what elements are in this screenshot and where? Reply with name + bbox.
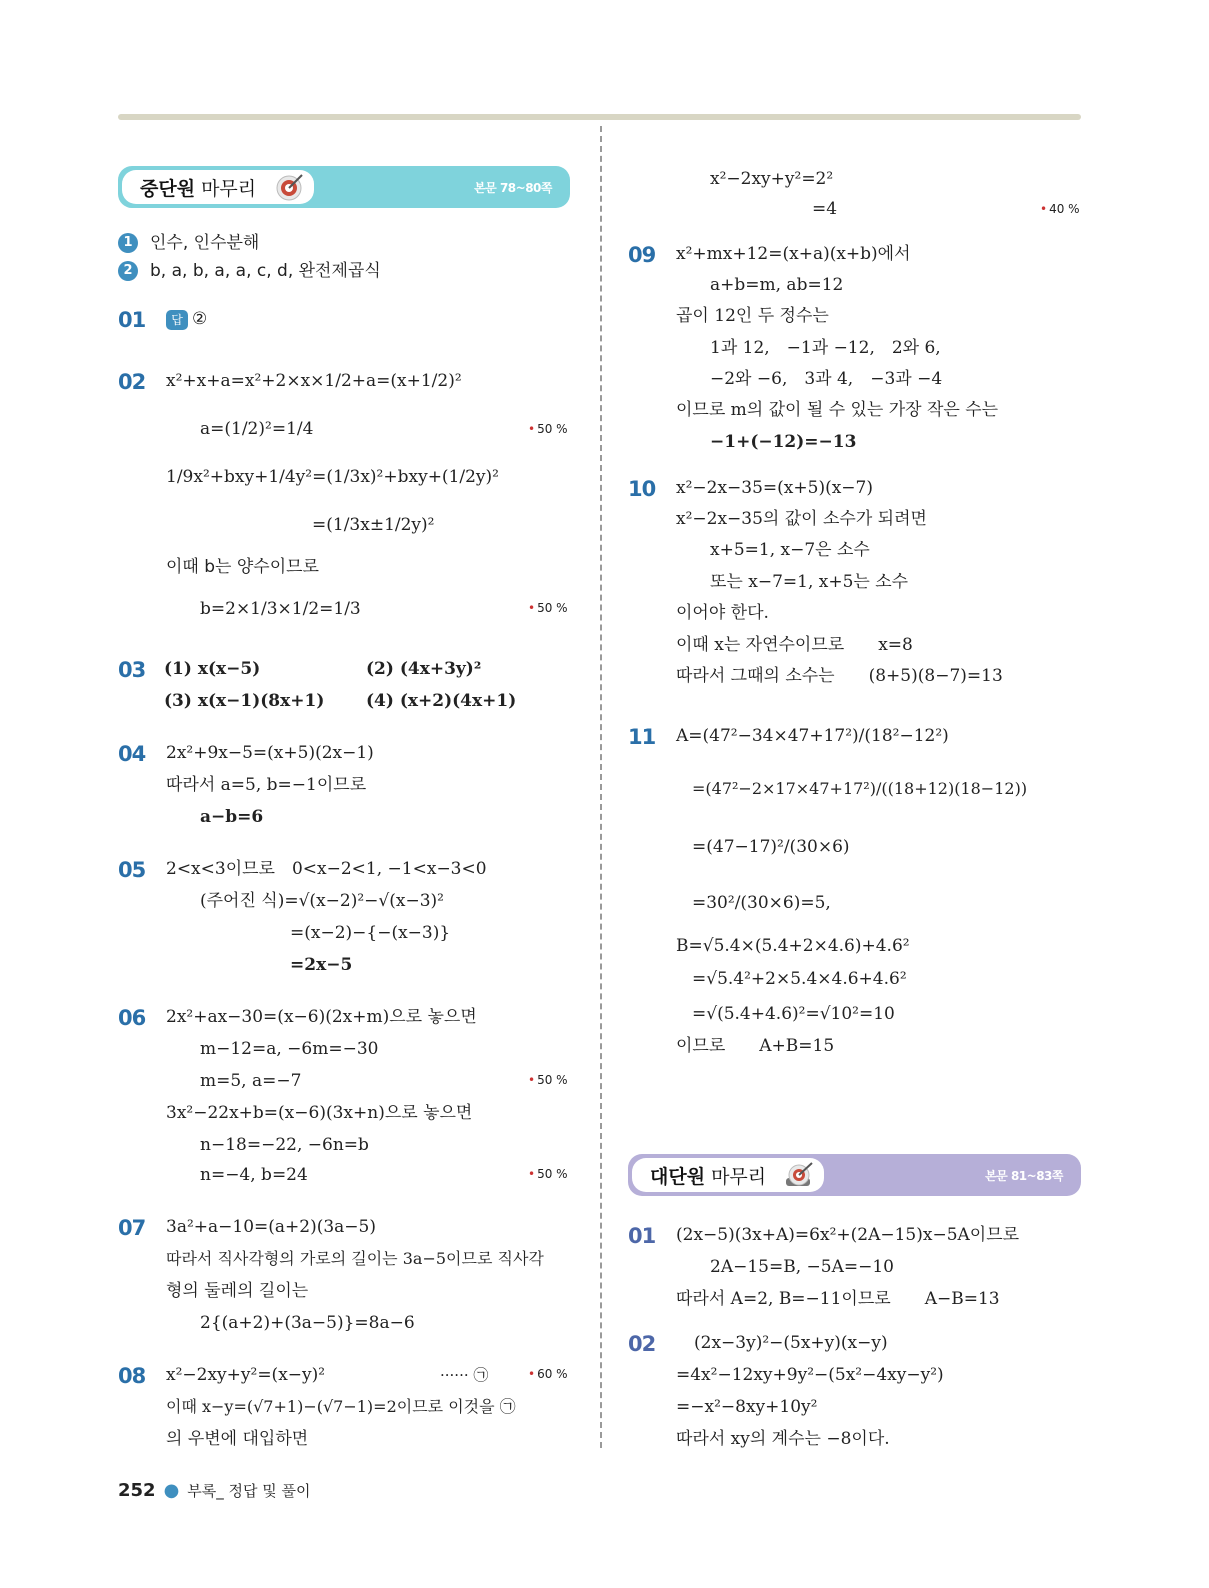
problem-number: 05 <box>118 858 146 882</box>
concept-item <box>118 260 381 282</box>
bullet-dot-icon: ● <box>163 1480 180 1501</box>
concept-text: 인수, 인수분해 <box>150 233 260 253</box>
solution-line: 따라서 그때의 소수는 (8+5)(8−7)=13 <box>676 666 1003 686</box>
problem-number: 04 <box>118 742 146 766</box>
page-footer <box>118 1480 311 1501</box>
accuracy-rate: • 60 % <box>528 1367 568 1381</box>
solution-line: a−b=6 <box>200 807 264 827</box>
problem-number: 01 <box>118 308 146 332</box>
solution-line: b=2×1/3×1/2=1/3 <box>200 599 361 619</box>
problem-number: 06 <box>118 1006 146 1030</box>
solution-line: 1/9x²+bxy+1/4y²=(1/3x)²+bxy+(1/2y)² <box>166 467 499 487</box>
solution-line: 3x²−22x+b=(x−6)(3x+n)으로 놓으면 <box>166 1103 473 1123</box>
solution-line: 2x²+9x−5=(x+5)(2x−1) <box>166 743 374 763</box>
problem-number: 11 <box>628 725 656 749</box>
solution-line: =4 <box>812 199 838 219</box>
solution-line: 또는 x−7=1, x+5는 소수 <box>710 572 909 592</box>
accuracy-rate: • 40 % <box>1040 202 1080 216</box>
answer-badge: 답 <box>166 310 188 330</box>
solution-line: 2{(a+2)+(3a−5)}=8a−6 <box>200 1313 415 1333</box>
solution-line: (주어진 식)=√(x−2)²−√(x−3)² <box>200 891 444 911</box>
solution-line: 3a²+a−10=(a+2)(3a−5) <box>166 1217 377 1237</box>
solution-line: =√(5.4+4.6)²=√10²=10 <box>692 1004 895 1024</box>
solution-line: 따라서 xy의 계수는 −8이다. <box>676 1429 890 1449</box>
solution-line: x²−2xy+y²=(x−y)² <box>166 1365 326 1385</box>
solution-line: =−x²−8xy+10y² <box>676 1397 818 1417</box>
solution-line: x²−2x−35=(x+5)(x−7) <box>676 478 873 498</box>
solution-line: =2x−5 <box>290 955 353 975</box>
solution-line: 1과 12, −1과 −12, 2와 6, <box>710 338 941 358</box>
solution-line: 따라서 A=2, B=−11이므로 A−B=13 <box>676 1289 1000 1309</box>
section-banner-middle-unit <box>118 166 570 208</box>
page-number: 252 <box>118 1480 156 1501</box>
accuracy-rate: • 50 % <box>528 1167 568 1181</box>
problem-number: 10 <box>628 477 656 501</box>
problem-number: 02 <box>118 370 146 394</box>
solution-line: =4x²−12xy+9y²−(5x²−4xy−y²) <box>676 1365 944 1385</box>
problem-number: 08 <box>118 1364 146 1388</box>
solution-line: x²−2x−35의 값이 소수가 되려면 <box>676 509 927 529</box>
top-rule <box>118 114 1081 120</box>
solution-line: 의 우변에 대입하면 <box>166 1429 309 1449</box>
concept-text: b, a, b, a, a, c, d, 완전제곱식 <box>150 261 381 281</box>
solution-line: 2A−15=B, −5A=−10 <box>710 1257 894 1277</box>
solution-line: −1+(−12)=−13 <box>710 432 857 452</box>
accuracy-rate: • 50 % <box>528 1073 568 1087</box>
solution-line: a+b=m, ab=12 <box>710 275 844 295</box>
solution-line: =√5.4²+2×5.4×4.6+4.6² <box>692 969 907 989</box>
solution-line: =(47²−2×17×47+17²)/((18+12)(18−12)) <box>692 779 1028 798</box>
solution-line: x²−2xy+y²=2² <box>710 169 834 189</box>
problem-number: 02 <box>628 1332 656 1356</box>
solution-line: x²+mx+12=(x+a)(x+b)에서 <box>676 244 911 264</box>
solution-line: 따라서 a=5, b=−1이므로 <box>166 775 367 795</box>
solution-line: 이때 x−y=(√7+1)−(√7−1)=2이므로 이것을 ㉠ <box>166 1397 516 1416</box>
solution-line: 곱이 12인 두 정수는 <box>676 306 829 326</box>
answer-item: (3) x(x−1)(8x+1) <box>164 691 325 711</box>
accuracy-rate: • 50 % <box>528 601 568 615</box>
section-title <box>632 1158 824 1192</box>
solution-line: 이어야 한다. <box>676 603 769 623</box>
solution-line: =(47−17)²/(30×6) <box>692 837 850 857</box>
solution-line: 이므로 A+B=15 <box>676 1036 835 1056</box>
solution-line: 이때 b는 양수이므로 <box>166 557 319 577</box>
problem-number: 07 <box>118 1216 146 1240</box>
solution-line: a=(1/2)²=1/4 <box>200 419 314 439</box>
solution-line: =(x−2)−{−(x−3)} <box>290 923 451 943</box>
solution-line: n−18=−22, −6n=b <box>200 1135 369 1155</box>
solution-line: (2x−3y)²−(5x+y)(x−y) <box>694 1333 888 1353</box>
solution-line: 2<x<3이므로 0<x−2<1, −1<x−3<0 <box>166 859 487 879</box>
section-title-bold: 중단원 <box>140 177 196 200</box>
concept-item <box>118 232 259 254</box>
section-banner-big-unit <box>628 1154 1081 1196</box>
concept-number: 2 <box>118 261 138 281</box>
column-divider <box>600 126 602 1448</box>
section-title-rest: 마무리 <box>201 177 257 200</box>
solution-line: 따라서 직사각형의 가로의 길이는 3a−5이므로 직사각 <box>166 1249 544 1268</box>
section-title <box>122 170 314 204</box>
problem-number: 01 <box>628 1224 656 1248</box>
solution-line: (2x−5)(3x+A)=6x²+(2A−15)x−5A이므로 <box>676 1225 1020 1245</box>
section-title-bold: 대단원 <box>650 1165 706 1188</box>
problem-number: 09 <box>628 243 656 267</box>
section-page-ref: 본문 81~83쪽 <box>985 1168 1063 1183</box>
target-icon <box>784 1160 814 1190</box>
answer-line <box>166 308 207 330</box>
section-page-ref: 본문 78~80쪽 <box>474 180 552 195</box>
target-icon <box>274 172 304 202</box>
answer-item: (2) (4x+3y)² <box>366 659 482 679</box>
answer-value: ② <box>192 309 208 329</box>
solution-line: m−12=a, −6m=−30 <box>200 1039 379 1059</box>
solution-line: =(1/3x±1/2y)² <box>312 515 435 535</box>
answer-item: (4) (x+2)(4x+1) <box>366 691 517 711</box>
solution-line: 형의 둘레의 길이는 <box>166 1281 309 1301</box>
solution-line: =30²/(30×6)=5, <box>692 893 831 913</box>
solution-line: A=(47²−34×47+17²)/(18²−12²) <box>676 726 949 746</box>
solution-line: n=−4, b=24 <box>200 1165 308 1185</box>
solution-line: 이때 x는 자연수이므로 x=8 <box>676 635 913 655</box>
solution-line: x+5=1, x−7은 소수 <box>710 540 870 560</box>
solution-line: 2x²+ax−30=(x−6)(2x+m)으로 놓으면 <box>166 1007 477 1027</box>
accuracy-rate: • 50 % <box>528 422 568 436</box>
solution-line: m=5, a=−7 <box>200 1071 302 1091</box>
solution-line: −2와 −6, 3과 4, −3과 −4 <box>710 369 943 389</box>
answer-item: (1) x(x−5) <box>164 659 261 679</box>
solution-line: 이므로 m의 값이 될 수 있는 가장 작은 수는 <box>676 400 999 420</box>
footer-text: 부록_ 정답 및 풀이 <box>187 1482 311 1500</box>
problem-number: 03 <box>118 658 146 682</box>
equation-tag: ······ ㉠ <box>440 1366 489 1384</box>
solution-line: B=√5.4×(5.4+2×4.6)+4.6² <box>676 936 910 956</box>
concept-number: 1 <box>118 233 138 253</box>
section-title-rest: 마무리 <box>711 1165 767 1188</box>
solution-line: x²+x+a=x²+2×x×1/2+a=(x+1/2)² <box>166 371 462 391</box>
